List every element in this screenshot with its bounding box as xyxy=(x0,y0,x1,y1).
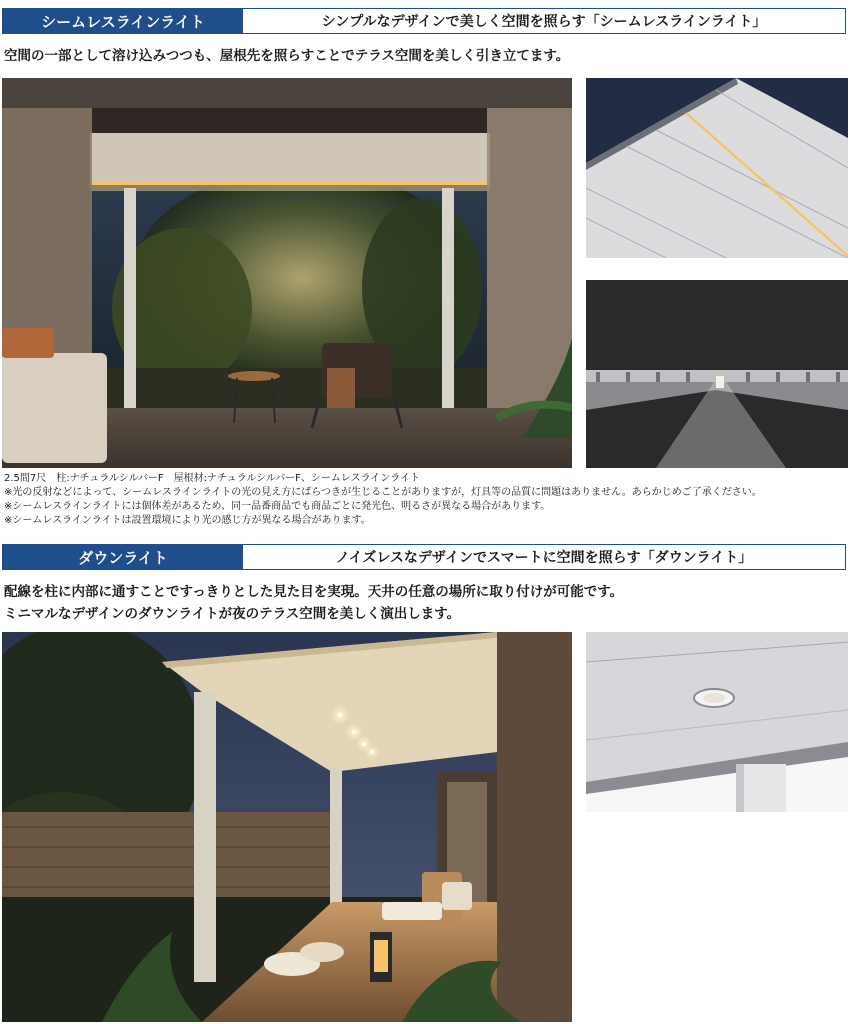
lead-text-seamless: 空間の一部として溶け込みつつも、屋根先を照らすことでテラス空間を美しく引き立てます。 xyxy=(4,48,570,64)
roof-line-detail-illustration xyxy=(586,78,848,258)
terrace-downlight-illustration xyxy=(2,632,572,1022)
terrace-seamless-illustration xyxy=(2,78,572,468)
section-header-seamless xyxy=(2,8,846,34)
section-tag-seamless: シームレスラインライト xyxy=(3,9,243,33)
notes-block xyxy=(4,472,762,528)
note-item: ※シームレスラインライトには個体差があるため、同一品番商品でも商品ごとに発光色、明るさが異なる場合があります。 xyxy=(4,501,551,512)
lead-text-downlight-1: 配線を柱に内部に通すことですっきりとした見た目を実現。天井の任意の場所に取り付けが可能です。 xyxy=(4,584,624,600)
cross-section-illustration xyxy=(586,280,848,468)
section-tagline-downlight: ノイズレスなデザインでスマートに空間を照らす「ダウンライト」 xyxy=(243,545,845,569)
section-header-downlight xyxy=(2,544,846,570)
lead-text-downlight-2: ミニマルなデザインのダウンライトが夜のテラス空間を美しく演出します。 xyxy=(4,606,461,622)
photo-terrace-seamless-main xyxy=(2,78,572,468)
section-tag-downlight: ダウンライト xyxy=(3,545,243,569)
note-item: ※シームレスラインライトは設置環境により光の感じ方が異なる場合があります。 xyxy=(4,515,371,526)
photo-roof-line-detail xyxy=(586,78,848,258)
photo-downlight-detail xyxy=(586,632,848,812)
downlight-detail-illustration xyxy=(586,632,848,812)
note-item: ※光の反射などによって、シームレスラインライトの光の見え方にばらつきが生じることがありますが，灯具等の品質に問題はありません。あらかじめご了承ください。 xyxy=(4,487,762,498)
photo-terrace-downlight-main xyxy=(2,632,572,1022)
section-tagline-seamless: シンプルなデザインで美しく空間を照らす「シームレスラインライト」 xyxy=(243,9,845,33)
photo-cross-section-detail xyxy=(586,280,848,468)
photo-caption: 2.5間7尺 柱:ナチュラルシルバーF 屋根材:ナチュラルシルバーF、シームレスラインライト xyxy=(4,473,421,484)
